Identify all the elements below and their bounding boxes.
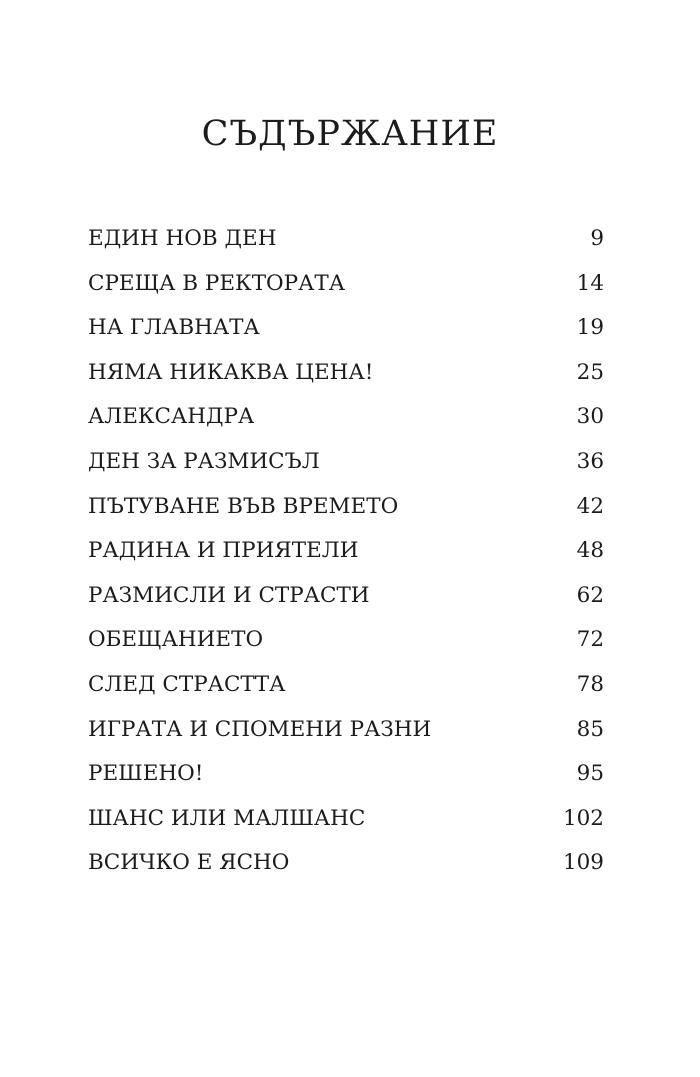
toc-entry-page-number: 14 (576, 270, 604, 296)
toc-entry-title: РАДИНА И ПРИЯТЕЛИ (88, 538, 359, 564)
toc-entry (88, 311, 604, 356)
toc-entry-title: ВСИЧКО Е ЯСНО (88, 850, 290, 876)
toc-entry (88, 757, 604, 802)
toc-entry-title: ДЕН ЗА РАЗМИСЪЛ (88, 448, 320, 474)
toc-entry-title: НЯМА НИКАКВА ЦЕНА! (88, 359, 374, 385)
toc-entry-page-number: 78 (576, 671, 604, 697)
toc-entry-page-number: 36 (576, 448, 604, 474)
toc-entry (88, 267, 604, 312)
toc-entry (88, 668, 604, 713)
toc-entry-title: ИГРАТА И СПОМЕНИ РАЗНИ (88, 716, 432, 742)
toc-entry (88, 846, 604, 891)
toc-entry (88, 534, 604, 579)
toc-entry-page-number: 95 (576, 761, 604, 787)
toc-entry (88, 445, 604, 490)
toc-entry-title: АЛЕКСАНДРА (88, 404, 255, 430)
toc-entry (88, 400, 604, 445)
toc-entry-title: ОБЕЩАНИЕТО (88, 627, 264, 653)
toc-entry-title: СРЕЩА В РЕКТОРАТА (88, 270, 346, 296)
toc-entry (88, 713, 604, 758)
toc-entry-page-number: 62 (576, 582, 604, 608)
toc-entry-page-number: 72 (576, 627, 604, 653)
toc-entry (88, 579, 604, 624)
toc-entry-title: НА ГЛАВНАТА (88, 315, 260, 341)
toc-entry-title: РАЗМИСЛИ И СТРАСТИ (88, 582, 370, 608)
toc-entry-page-number: 19 (576, 315, 604, 341)
toc-entry-page-number: 42 (576, 493, 604, 519)
toc-entry-page-number: 102 (562, 805, 604, 831)
table-of-contents (88, 222, 604, 891)
toc-entry-title: ПЪТУВАНЕ ВЪВ ВРЕМЕТО (88, 493, 399, 519)
toc-entry (88, 623, 604, 668)
toc-entry (88, 356, 604, 401)
toc-entry-page-number: 9 (590, 226, 604, 251)
toc-entry-page-number: 25 (576, 359, 604, 385)
toc-entry-page-number: 85 (576, 716, 604, 742)
toc-entry-page-number: 30 (576, 404, 604, 430)
toc-entry-page-number: 48 (576, 538, 604, 564)
toc-entry-title: ЕДИН НОВ ДЕН (88, 226, 277, 251)
toc-entry (88, 222, 604, 267)
toc-entry-title: ШАНС ИЛИ МАЛШАНС (88, 805, 366, 831)
toc-entry-page-number: 109 (562, 850, 604, 876)
toc-entry (88, 802, 604, 847)
page-title: СЪДЪРЖАНИЕ (201, 114, 499, 154)
toc-entry-title: СЛЕД СТРАСТТА (88, 671, 286, 697)
toc-entry-title: РЕШЕНО! (88, 761, 204, 787)
toc-entry (88, 490, 604, 535)
